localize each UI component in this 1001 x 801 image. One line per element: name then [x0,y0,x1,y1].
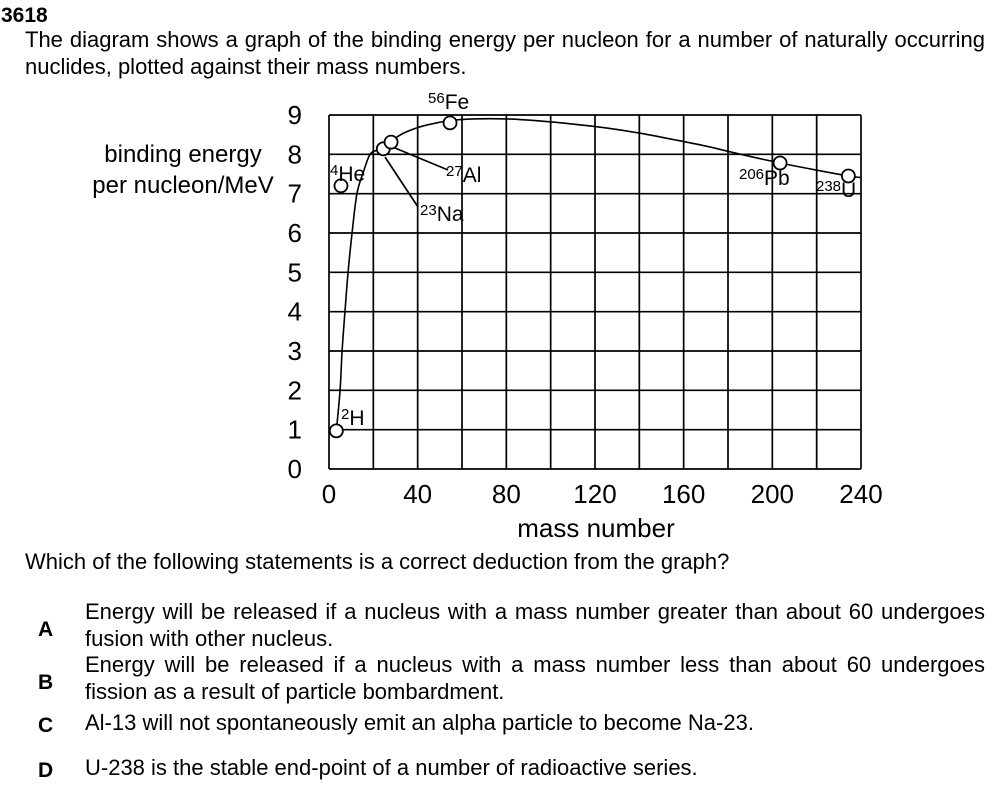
nuclide-label-he4: $^4$He [330,162,366,186]
y-tick-label: 0 [287,454,302,484]
x-tick-label: 80 [491,479,521,509]
nuclide-label-fe56: $^{56}$Fe [428,90,470,114]
option-a-line-2: fusion with other nucleus. [85,626,334,651]
question-number: 3618 [1,4,48,27]
y-tick-label: 6 [287,218,302,248]
x-tick-label: 0 [321,479,337,509]
option-text-a [85,598,985,652]
nuclide-label-u238: $^{238}$U [816,178,857,202]
option-d-line-1: U-238 is the stable end-point of a number of radioactive series. [85,755,698,780]
option-c-line-1: Al-13 will not spontaneously emit an alpha particle to become Na-23. [85,710,754,735]
y-tick-label: 8 [287,139,302,170]
nuclide-label-pb206: $^{206}$Pb [739,166,790,190]
y-tick-label: 4 [287,296,302,327]
x-tick-label: 240 [839,479,883,509]
y-axis-title-line-1: binding energy [104,141,262,168]
x-tick-label: 160 [661,479,706,509]
option-b-line-2: fission as a result of particle bombardment. [85,679,505,704]
y-axis-title-line-2: per nucleon/MeV [92,172,274,199]
al-leader-line [395,148,448,170]
intro-line-1: The diagram shows a graph of the binding energy per nucleon for a number of naturally occurring [25,27,985,52]
option-text-c [85,709,985,736]
data-point-fe56 [444,116,457,129]
y-tick-label: 9 [287,100,302,130]
option-text-b [85,651,985,705]
y-tick-label: 1 [287,414,302,445]
nuclide-label-na23: $^{23}$Na [420,202,464,226]
option-letter-a: A [38,618,54,641]
y-tick-label: 7 [287,178,302,209]
x-axis-title: mass number [517,513,675,543]
question-text: Which of the following statements is a correct deduction from the graph? [25,549,730,574]
option-letter-c: C [38,714,54,737]
x-tick-label: 120 [573,479,617,509]
nuclide-label-al27: $^{27}$Al [446,163,482,187]
option-letter-b: B [38,671,54,694]
x-tick-label: 40 [403,479,433,509]
intro-line-2: nuclides, plotted against their mass numbers. [25,54,467,79]
nuclide-label-h2: $^2$H [341,406,365,430]
y-tick-label: 2 [287,375,302,406]
option-text-d [85,754,985,781]
y-tick-label: 5 [287,257,302,288]
data-point-al27 [385,136,398,149]
option-a-line-1: Energy will be released if a nucleus with a mass number greater than about 60 undergoes [85,599,985,624]
option-b-line-1: Energy will be released if a nucleus with a mass number less than about 60 undergoes [85,652,985,677]
y-tick-label: 3 [287,336,302,366]
x-tick-label: 200 [750,479,795,509]
option-letter-d: D [38,759,54,782]
na-leader-line [385,157,418,207]
